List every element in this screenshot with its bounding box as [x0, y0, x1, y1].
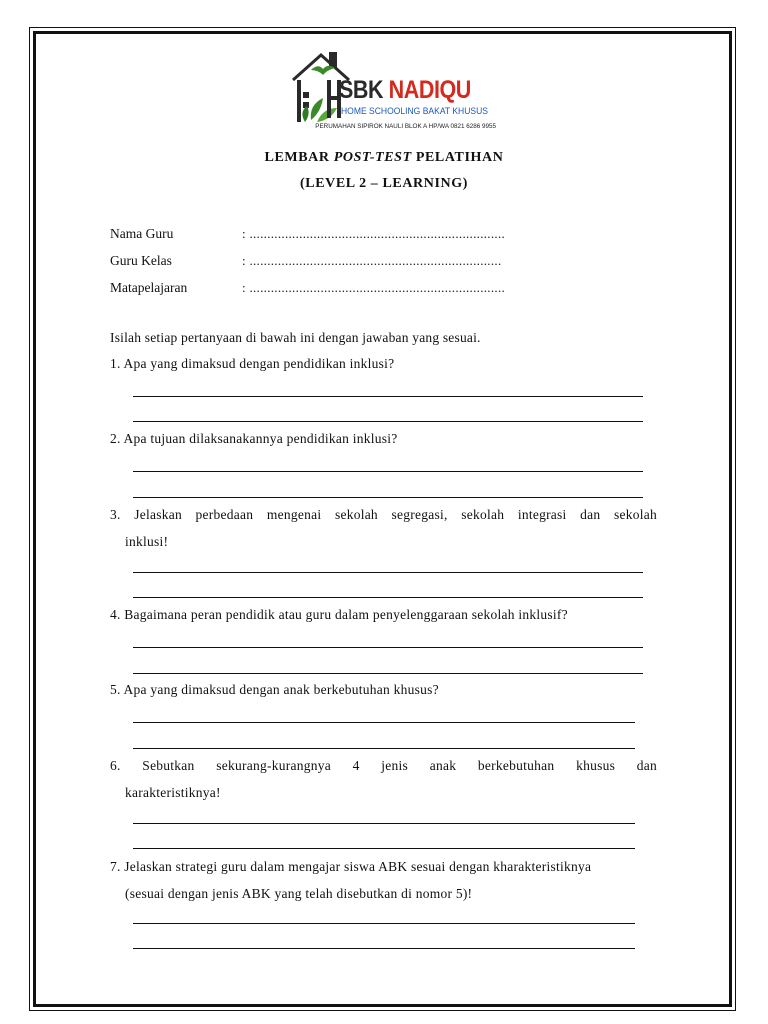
document-subtitle: (LEVEL 2 – LEARNING) [300, 176, 468, 191]
brand-prefix: SBK [339, 76, 384, 104]
question-6: 6. Sebutkan sekurang-kurangnya 4 jenis anak berkebutuhan khusus dan karakteristiknya! [110, 758, 657, 800]
question-1: 1. Apa yang dimaksud dengan pendidikan inklusi? [110, 356, 395, 371]
answer-line[interactable] [133, 597, 643, 598]
answer-line[interactable] [133, 848, 635, 849]
question-5: 5. Apa yang dimaksud dengan anak berkebutuhan khusus? [110, 682, 439, 697]
question-7: 7. Jelaskan strategi guru dalam mengajar siswa ABK sesuai dengan kharakteristiknya (sesuai dengan jenis ABK yang telah disebutkan di nomor 5)! [110, 859, 592, 901]
answer-line[interactable] [133, 823, 635, 824]
answer-line[interactable] [133, 471, 643, 472]
brand-address: PERUMAHAN SIPIROK NAULI BLOK A HP/WA 0821 6286 9955 [315, 123, 496, 130]
question-2: 2. Apa tujuan dilaksanakannya pendidikan inklusi? [110, 431, 398, 446]
answer-line[interactable] [133, 497, 643, 498]
answer-line[interactable] [133, 647, 643, 648]
answer-line[interactable] [133, 923, 635, 924]
answer-line[interactable] [133, 396, 643, 397]
brand-tagline: HOME SCHOOLING BAKAT KHUSUS [341, 106, 488, 117]
instruction-text: Isilah setiap pertanyaan di bawah ini dengan jawaban yang sesuai. [110, 330, 481, 345]
answer-line[interactable] [133, 948, 635, 949]
brand-name: NADIQU [388, 76, 471, 104]
logo [291, 50, 496, 140]
answer-line[interactable] [133, 421, 643, 422]
answer-line[interactable] [133, 722, 635, 723]
answer-line[interactable] [133, 748, 635, 749]
answer-line[interactable] [133, 673, 643, 674]
question-4: 4. Bagaimana peran pendidik atau guru dalam penyelenggaraan sekolah inklusif? [110, 607, 568, 622]
document-title: LEMBAR POST-TEST PELATIHAN [264, 150, 504, 165]
question-3: 3. Jelaskan perbedaan mengenai sekolah segregasi, sekolah integrasi dan sekolah inklusi! [110, 507, 657, 549]
answer-line[interactable] [133, 572, 643, 573]
